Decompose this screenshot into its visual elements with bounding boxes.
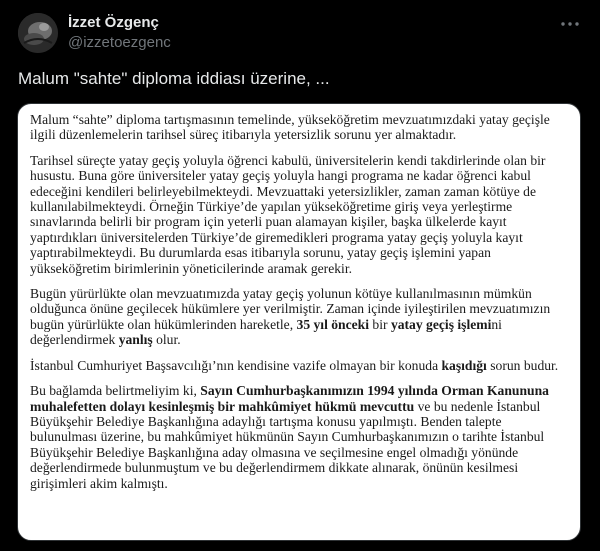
author-handle[interactable]: @izzetoezgenc bbox=[68, 34, 171, 51]
avatar-image bbox=[18, 13, 58, 53]
paragraph-5 bbox=[30, 383, 568, 491]
paragraph-3 bbox=[30, 286, 568, 348]
paragraph-4-text: İstanbul Cumhuriyet Başsavcılığı’nın kendisine vazife olmayan bir konuda bbox=[30, 357, 442, 373]
paragraph-3-text: Bugün yürürlükte olan mevzuatımızda yatay geçiş yolunun kötüye kullanılmasının mümkün olduğunca önüne geçilecek hükümlere yer verilmiştir. Zaman içinde iyileştirilen mevzuatımızın bugün yürürlükte olan hükümlerinden hareketle, bbox=[30, 286, 551, 332]
tweet-image[interactable] bbox=[17, 103, 581, 541]
paragraph-3-text-2: bir bbox=[369, 316, 391, 332]
document-text bbox=[18, 104, 580, 491]
paragraph-5-bold: Sayın Cumhurbaşkanımızın 1994 yılında Orman Kanununa muhalefetten dolayı kesinleşmiş bir mahkûmiyet hükmü mevcuttu bbox=[30, 383, 549, 414]
paragraph-3-bold-1: 35 yıl önceki bbox=[296, 316, 370, 332]
paragraph-3-text-3: ni değerlendirmek bbox=[30, 316, 502, 348]
avatar[interactable] bbox=[18, 13, 58, 53]
paragraph-3-bold-3: yanlış bbox=[118, 332, 153, 348]
paragraph-4-text-2: sorun budur. bbox=[486, 357, 559, 373]
paragraph-1: Malum “sahte” diploma tartışmasının temelinde, yükseköğretim mevzuatımızdaki yatay geçişle ilgili düzenlemelerin tarihsel süreç itibarıyla yetersizlik sorunu yer almaktadır. bbox=[30, 112, 550, 143]
more-dots-icon[interactable] bbox=[558, 12, 582, 36]
paragraph-5-text-2: ve bu nedenle İstanbul Büyükşehir Belediye Başkanlığına adaylığı tartışma konusu yapılmıştı. Benden talepte bulunulması üzerine, bu mahkûmiyet hükmünün Sayın Cumhurbaşkanımızın o tarihte İstanbul Büyükşehir Belediye Başkanlığına aday olmasına ve seçilmesine engel olmadığı yönünde değerlendirmede bulunmuştum ve bu değerlendirmem dikkate alınarak, önünün kesilmesi girişimleri akim kalmıştı. bbox=[30, 398, 545, 491]
author-name[interactable]: İzzet Özgenç bbox=[68, 14, 159, 31]
paragraph-5-text: Bu bağlamda belirtmeliyim ki, bbox=[30, 383, 201, 399]
paragraph-2: Tarihsel süreçte yatay geçiş yoluyla öğrenci kabulü, üniversitelerin kendi takdirlerinde olan bir husustu. Buna göre üniversiteler yatay geçiş yoluyla hangi programa ne kadar öğrenci kabul edeceğini kendileri belirleyebilmekteydi. Mevzuattaki yetersizlikler, zaman zaman kötüye de kullanılabilmekteydi. Örneğin Türkiye’de yapılan yükseköğretime giriş veya yerleştirme sınavlarında belirli bir program için yeterli puan alamayan kişiler, başka ülkelerde kayıt yaptırdıkları üniversitelerden Türkiye’de giremedikleri programa yatay geçiş yoluyla kayıt yaptırabilmekteydi. Bu durumlarda esas itibarıyla sorunu, yatay geçiş işlemini yapan yükseköğretim birimlerinin yöneticilerinde aramak gerekir. bbox=[30, 152, 546, 276]
tweet-text: Malum "sahte" diploma iddiası üzerine, ... bbox=[18, 69, 330, 88]
paragraph-4-bold: kaşıdığı bbox=[441, 357, 487, 373]
paragraph-3-text-4: olur. bbox=[152, 332, 181, 348]
paragraph-3-bold-2: yatay geçiş işlemi bbox=[390, 316, 492, 332]
paragraph-4 bbox=[30, 358, 568, 373]
